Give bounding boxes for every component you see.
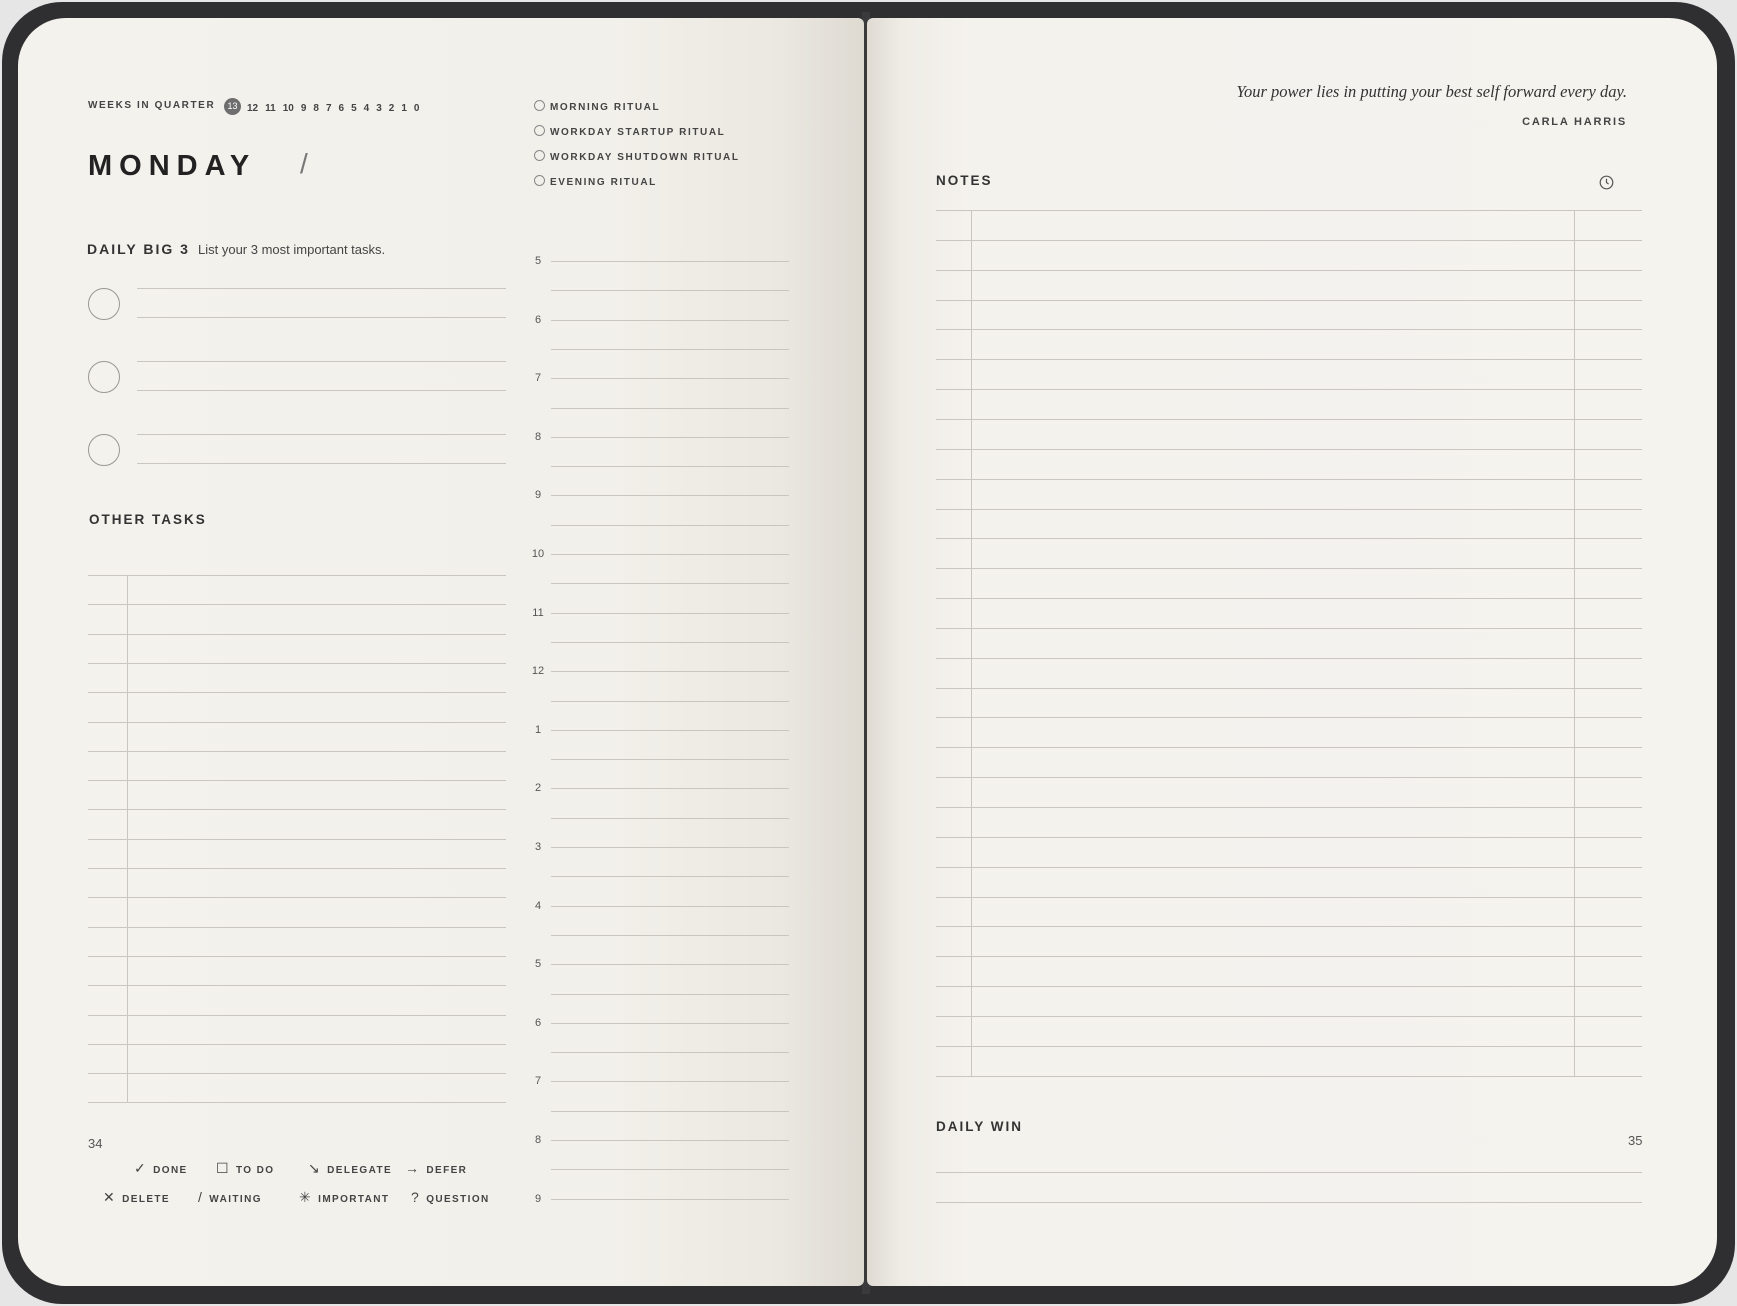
hour-label: 1 (534, 723, 542, 736)
task-line[interactable] (88, 1015, 506, 1016)
task-line[interactable] (88, 780, 506, 781)
task-line[interactable] (88, 1073, 506, 1074)
half-hour-line[interactable] (551, 994, 789, 995)
big3-checkbox[interactable] (88, 361, 120, 393)
task-line[interactable] (88, 692, 506, 693)
daily-win-line (936, 1202, 1642, 1203)
hour-line[interactable] (551, 730, 789, 731)
half-hour-line[interactable] (551, 290, 789, 291)
legend-important (299, 1189, 389, 1206)
task-line[interactable] (88, 634, 506, 635)
task-line[interactable] (88, 927, 506, 928)
hour-line[interactable] (551, 437, 789, 438)
page-number-left: 34 (88, 1136, 103, 1151)
notes-line[interactable] (936, 270, 1642, 271)
task-margin-line (127, 575, 128, 1102)
week-number: 4 (363, 103, 370, 114)
notes-line[interactable] (936, 479, 1642, 480)
task-line[interactable] (88, 1102, 506, 1103)
hour-line[interactable] (551, 261, 789, 262)
hour-line[interactable] (551, 671, 789, 672)
legend-delete (103, 1189, 170, 1206)
notes-line[interactable] (936, 807, 1642, 808)
half-hour-line[interactable] (551, 818, 789, 819)
notes-line[interactable] (936, 210, 1642, 211)
hour-label: 3 (534, 841, 542, 853)
task-line[interactable] (88, 868, 506, 869)
week-number: 0 (413, 103, 420, 114)
legend-symbol: ↘ (308, 1160, 322, 1176)
hour-label: 9 (534, 1192, 542, 1205)
hour-line[interactable] (551, 613, 789, 614)
hour-line[interactable] (551, 1140, 789, 1141)
left-page (18, 18, 864, 1286)
hour-label: 2 (534, 782, 542, 795)
week-number: 1 (401, 103, 407, 114)
task-line[interactable] (88, 722, 506, 723)
ritual-checkbox[interactable] (534, 175, 545, 186)
hour-line[interactable] (551, 964, 789, 965)
half-hour-line[interactable] (551, 1111, 789, 1112)
hour-line[interactable] (551, 906, 789, 907)
big3-line[interactable] (137, 390, 506, 391)
daily-win-title: DAILY WIN (936, 1119, 1024, 1134)
notes-line[interactable] (936, 926, 1642, 927)
ritual-item[interactable] (534, 100, 740, 113)
task-line[interactable] (88, 985, 506, 986)
ritual-item[interactable] (534, 150, 740, 163)
legend-delegate (308, 1160, 392, 1177)
week-number: 5 (351, 103, 357, 114)
ritual-checklist (534, 100, 740, 200)
daily-big3-hint: List your 3 most important tasks. (198, 242, 386, 257)
task-line[interactable] (88, 604, 506, 605)
task-line[interactable] (88, 956, 506, 957)
ritual-item[interactable] (534, 175, 740, 188)
notes-line[interactable] (936, 300, 1642, 301)
big3-line[interactable] (137, 463, 506, 464)
half-hour-line[interactable] (551, 525, 789, 526)
hour-label: 7 (534, 1075, 542, 1088)
hour-line[interactable] (551, 378, 789, 379)
notes-line[interactable] (936, 777, 1642, 778)
big3-line[interactable] (137, 317, 506, 318)
half-hour-line[interactable] (551, 408, 789, 409)
hour-line[interactable] (551, 847, 789, 848)
legend-done (134, 1160, 188, 1177)
task-line[interactable] (88, 1044, 506, 1045)
ritual-checkbox[interactable] (534, 150, 545, 161)
page-number-right: 35 (1628, 1133, 1643, 1148)
notes-line[interactable] (936, 897, 1642, 898)
notes-line[interactable] (936, 389, 1642, 390)
big3-line[interactable] (137, 434, 506, 435)
half-hour-line[interactable] (551, 349, 789, 350)
legend-to-do (216, 1160, 274, 1177)
week-number: 10 (282, 103, 294, 114)
week-number: 12 (247, 103, 259, 114)
notes-line[interactable] (936, 1016, 1642, 1017)
legend-symbol: ✕ (103, 1189, 117, 1205)
notes-line[interactable] (936, 240, 1642, 241)
half-hour-line[interactable] (551, 701, 789, 702)
big3-line[interactable] (137, 288, 506, 289)
half-hour-line[interactable] (551, 935, 789, 936)
hour-line[interactable] (551, 1081, 789, 1082)
hour-line[interactable] (551, 495, 789, 496)
half-hour-line[interactable] (551, 1052, 789, 1053)
task-line[interactable] (88, 751, 506, 752)
hour-line[interactable] (551, 554, 789, 555)
week-number: 8 (313, 103, 319, 114)
week-number-current: 13 (224, 98, 241, 115)
notes-line[interactable] (936, 538, 1642, 539)
task-line[interactable] (88, 839, 506, 840)
hour-label: 8 (534, 1134, 542, 1146)
weeks-in-quarter-tracker (224, 98, 426, 116)
daily-big3-title: DAILY BIG 3 (87, 241, 190, 257)
legend-label: WAITING (209, 1194, 262, 1205)
weeks-in-quarter-label: WEEKS IN QUARTER (88, 100, 216, 111)
task-line[interactable] (88, 809, 506, 810)
ritual-label: MORNING RITUAL (550, 102, 661, 113)
hour-label: 5 (534, 958, 542, 971)
week-number: 2 (388, 103, 395, 114)
legend-label: TO DO (235, 1165, 275, 1176)
right-page (867, 18, 1717, 1286)
hour-label: 9 (534, 489, 542, 502)
day-title: MONDAY (88, 150, 257, 182)
week-number: 3 (376, 103, 382, 114)
notes-line[interactable] (936, 688, 1642, 689)
notes-line[interactable] (936, 598, 1642, 599)
week-number: 6 (338, 103, 345, 114)
notes-line[interactable] (936, 329, 1642, 330)
hour-label: 12 (531, 665, 545, 678)
ritual-label: EVENING RITUAL (550, 177, 657, 188)
notes-line[interactable] (936, 867, 1642, 868)
notes-line[interactable] (936, 568, 1642, 569)
legend-symbol: ✓ (134, 1160, 148, 1176)
notes-line[interactable] (936, 956, 1642, 957)
notes-line[interactable] (936, 1076, 1642, 1077)
hour-line[interactable] (551, 1023, 789, 1024)
notes-title: NOTES (936, 173, 993, 188)
notes-line[interactable] (936, 747, 1642, 748)
legend-symbol: ☐ (216, 1160, 230, 1176)
notes-line[interactable] (936, 628, 1642, 629)
big3-checkbox[interactable] (88, 434, 120, 466)
hour-label: 6 (534, 313, 542, 326)
hour-line[interactable] (551, 788, 789, 789)
legend-waiting (198, 1189, 262, 1205)
legend-label: DELEGATE (327, 1165, 393, 1176)
quote-author: CARLA HARRIS (1522, 116, 1627, 128)
legend-label: DONE (153, 1165, 188, 1176)
legend-label: IMPORTANT (318, 1194, 390, 1205)
legend-symbol: → (405, 1160, 421, 1176)
legend-label: DELETE (122, 1194, 170, 1205)
legend-label: QUESTION (426, 1194, 490, 1205)
big3-line[interactable] (137, 361, 506, 362)
legend-question (411, 1189, 490, 1205)
hour-label: 11 (532, 606, 544, 619)
hour-label: 10 (531, 548, 545, 560)
hour-label: 4 (534, 899, 542, 912)
half-hour-line[interactable] (551, 583, 789, 584)
big3-checkbox[interactable] (88, 288, 120, 320)
ritual-item[interactable] (534, 125, 740, 138)
hour-label: 8 (534, 430, 542, 443)
legend-label: DEFER (426, 1165, 468, 1176)
notes-margin-line-right (1574, 210, 1575, 1076)
hour-label: 6 (534, 1016, 542, 1029)
task-line[interactable] (88, 897, 506, 898)
week-number: 7 (325, 103, 332, 114)
legend-defer (405, 1160, 467, 1176)
notes-line[interactable] (936, 509, 1642, 510)
half-hour-line[interactable] (551, 876, 789, 877)
task-line[interactable] (88, 575, 506, 576)
week-number: 11 (265, 103, 276, 114)
week-number: 9 (300, 103, 307, 114)
ritual-label: WORKDAY STARTUP RITUAL (550, 127, 726, 138)
hour-line[interactable] (551, 1199, 789, 1200)
quote-text: Your power lies in putting your best self forward every day. (1236, 82, 1627, 101)
notes-line[interactable] (936, 359, 1642, 360)
ritual-checkbox[interactable] (534, 100, 545, 111)
notes-line[interactable] (936, 449, 1642, 450)
notes-line[interactable] (936, 419, 1642, 420)
notes-line[interactable] (936, 1046, 1642, 1047)
half-hour-line[interactable] (551, 466, 789, 467)
hour-label: 5 (534, 255, 542, 267)
hour-label: 7 (534, 372, 542, 385)
half-hour-line[interactable] (551, 1169, 789, 1170)
legend-symbol: / (198, 1189, 204, 1205)
half-hour-line[interactable] (551, 759, 789, 760)
half-hour-line[interactable] (551, 642, 789, 643)
other-tasks-title: OTHER TASKS (89, 512, 207, 527)
notes-margin-line-left (971, 210, 972, 1076)
legend-symbol: ? (411, 1189, 421, 1205)
notes-line[interactable] (936, 986, 1642, 987)
daily-win-line (936, 1172, 1642, 1173)
clock-icon (1599, 175, 1614, 190)
ritual-label: WORKDAY SHUTDOWN RITUAL (550, 152, 740, 163)
notes-line[interactable] (936, 837, 1642, 838)
legend-symbol: ✳ (299, 1189, 313, 1205)
date-slash: / (300, 148, 308, 179)
task-line[interactable] (88, 663, 506, 664)
hour-line[interactable] (551, 320, 789, 321)
notes-line[interactable] (936, 717, 1642, 718)
ritual-checkbox[interactable] (534, 125, 545, 136)
notes-line[interactable] (936, 658, 1642, 659)
